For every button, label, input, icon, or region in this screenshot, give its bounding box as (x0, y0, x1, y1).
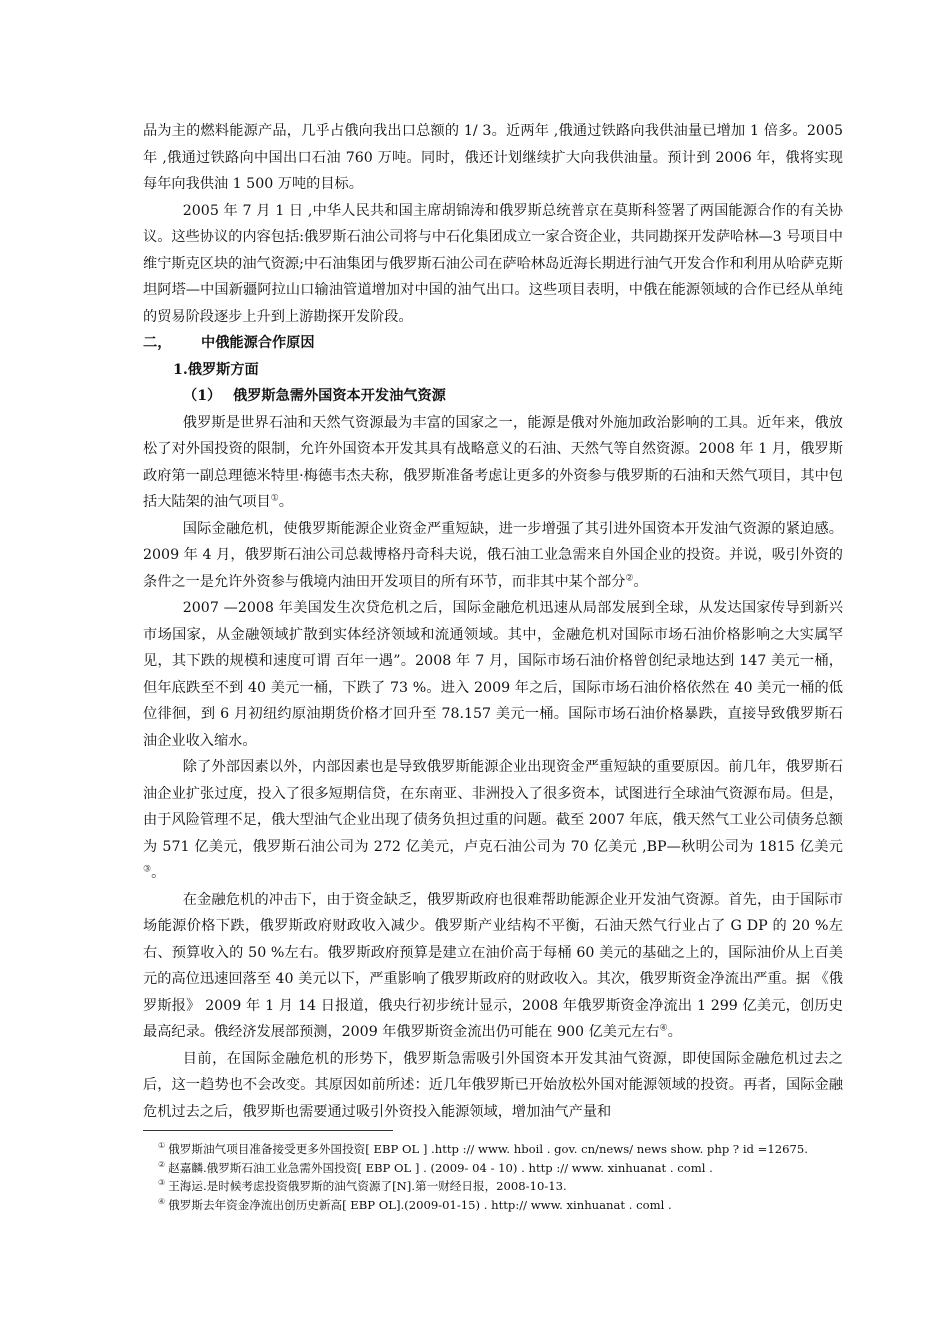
footnote-text: 俄罗斯去年资金净流出创历史新高[ EBP OL].(2009-01-15) . http:// www. xinhuanat . coml . (168, 1197, 672, 1212)
paragraph-government-finance (143, 887, 843, 1046)
paragraph-text: 除了外部因素以外，内部因素也是导致俄罗斯能源企业出现资金严重短缺的重要原因。前几年，俄罗斯石油企业扩张过度，投入了很多短期信贷，在东南亚、非洲投入了很多资本，试图进行全球油气资源布局。但是，由于风险管理不足，俄大型油气企业出现了债务负担过重的问题。截至 2007 年底，俄天然气工业公司债务总额为 571 亿美元，俄罗斯石油公司为 272 亿美元，卢克石油公司为 70 亿美元 ,BP—秋明公司为 1815 亿美元 (143, 759, 843, 855)
footnote-text: 赵嘉麟.俄罗斯石油工业急需外国投资[ EBP OL ] . (2009- 04 - 10) . http :// www. xinhuanat . coml . (168, 1160, 713, 1175)
section-number: 二， (143, 335, 172, 351)
paragraph-end-punct: 。 (278, 494, 293, 510)
footnote-marker: ③ (143, 864, 152, 875)
paragraph-text: 国际金融危机，使俄罗斯能源企业资金严重短缺，进一步增强了其引进外国资本开发油气资源的紧迫感。2009 年 4 月，俄罗斯石油公司总裁博格丹奇科夫说，俄石油工业急需来自外国企业的投资。并说，吸引外资的条件之一是允许外资参与俄境内油田开发项目的所有环节，而非其中某个部分 (143, 520, 843, 590)
footnote-mark: ④ (158, 1196, 166, 1206)
footnote-mark: ③ (158, 1178, 166, 1188)
footnote-text: 王海运.是时候考虑投资俄罗斯的油气资源了[N].第一财经日报，2008-10-13. (168, 1179, 567, 1193)
paragraph-end-punct: 。 (667, 1024, 682, 1040)
section-title: 中俄能源合作原因 (201, 335, 315, 351)
paragraph-outlook: 目前，在国际金融危机的形势下，俄罗斯急需吸引外国资本开发其油气资源，即使国际金融危机过去之后，这一趋势也不会改变。其原因如前所述：近几年俄罗斯已开始放松外国对能源领域的投资。再者，国际金融危机过去之后，俄罗斯也需要通过吸引外资投入能源领域，增加油气产量和 (143, 1050, 843, 1120)
document-body (143, 118, 843, 1125)
footnote-item (158, 1140, 848, 1159)
paragraph-russia-resources (143, 410, 843, 516)
paragraph-end-punct: 。 (151, 865, 166, 881)
paragraph-oil-supply: 品为主的燃料能源产品，几乎占俄向我出口总额的 1/ 3。近两年 ,俄通过铁路向我供油量已增加 1 倍多。2005 年 ,俄通过铁路向中国出口石油 760 万吨。同时，俄还计划继续扩大向我供油量。预计到 2006 年，俄将实现每年向我供油 1 500 万吨的目标。 (143, 123, 843, 192)
paragraph-end-punct: 。 (633, 573, 648, 590)
footnotes (158, 1140, 848, 1214)
section-heading (143, 330, 843, 357)
subsubsection-title: 俄罗斯急需外国资本开发油气资源 (233, 388, 446, 404)
paragraph-oil-price: 2007 —2008 年美国发生次贷危机之后，国际金融危机迅速从局部发展到全球，从发达国家传导到新兴市场国家，从金融领域扩散到实体经济领域和流通领域。其中，金融危机对国际市场石油价格影响之大实属罕见，其下跌的规模和速度可谓 百年一遇”。2008 年 7 月，国际市场石油价格曾创纪录地达到 147 美元一桶，但年底跌至不到 40 美元一桶，下跌了 73 %。进入 2009 年之后，国际市场石油价格依然在 40 美元一桶的低位徘徊，到 6 月初纽约原油期货价格才回升至 78.157 美元一桶。国际市场石油价格暴跌，直接导致俄罗斯石油企业收入缩水。 (143, 600, 843, 749)
subsection-heading: 1.俄罗斯方面 (173, 361, 259, 378)
paragraph-internal-factors (143, 754, 843, 887)
footnote-mark: ② (158, 1159, 166, 1169)
footnote-text: 俄罗斯油气项目准备接受更多外国投资[ EBP OL ] .http :// www. hboil . gov. cn/news/ news show. php ? id =12675. (168, 1142, 808, 1156)
footnote-marker: ④ (659, 1023, 668, 1034)
paragraph-financial-crisis (143, 516, 843, 596)
paragraph-text: 俄罗斯是世界石油和天然气资源最为丰富的国家之一，能源是俄对外施加政治影响的工具。近年来，俄放松了对外国投资的限制，允许外国资本开发其具有战略意义的石油、天然气等自然资源。2008 年 1 月，俄罗斯政府第一副总理德米特里·梅德韦杰夫称，俄罗斯准备考虑让更多的外资参与俄罗斯的石油和天然气项目，其中包括大陆架的油气项目 (143, 414, 843, 510)
footnote-marker: ② (625, 572, 634, 583)
paragraph-text: 在金融危机的冲击下，由于资金缺乏，俄罗斯政府也很难帮助能源企业开发油气资源。首先，由于国际市场能源价格下跌，俄罗斯政府财政收入减少。俄罗斯产业结构不平衡，石油天然气行业占了 G DP 的 20 %左右、预算收入的 50 %左右。俄罗斯政府预算是建立在油价高于每桶 60 美元的基础之上的，国际油价从上百美元的高位迅速回落至 40 美元以下，严重影响了俄罗斯政府的财政收入。其次，俄罗斯资金净流出严重。据 《俄罗斯报》 2009 年 1 月 14 日报道，俄央行初步统计显示，2008 年俄罗斯资金净流出 1 299 亿美元，创历史最高纪录。俄经济发展部预测，2009 年俄罗斯资金流出仍可能在 900 亿美元左右 (143, 891, 843, 1040)
paragraph-energy-agreement: 2005 年 7 月 1 日 ,中华人民共和国主席胡锦涛和俄罗斯总统普京在莫斯科签署了两国能源合作的有关协议。这些协议的内容包括:俄罗斯石油公司将与中石化集团成立一家合资企业，共同勘探开发萨哈林—3 号项目中维宁斯克区块的油气资源;中石油集团与俄罗斯石油公司在萨哈林岛近海长期进行油气开发合作和利用从哈萨克斯坦阿塔—中国新疆阿拉山口输油管道增加对中国的油气出口。这些项目表明，中俄在能源领域的合作已经从单纯的贸易阶段逐步上升到上游勘探开发阶段。 (143, 202, 843, 325)
footnote-marker: ① (270, 493, 279, 504)
subsubsection-number: （1） (183, 388, 222, 404)
footnote-mark: ① (158, 1141, 166, 1151)
footnote-item (158, 1159, 848, 1178)
footnote-separator (143, 1130, 393, 1131)
footnote-item (158, 1177, 848, 1196)
subsubsection-heading (143, 383, 843, 410)
footnote-item (158, 1196, 848, 1215)
